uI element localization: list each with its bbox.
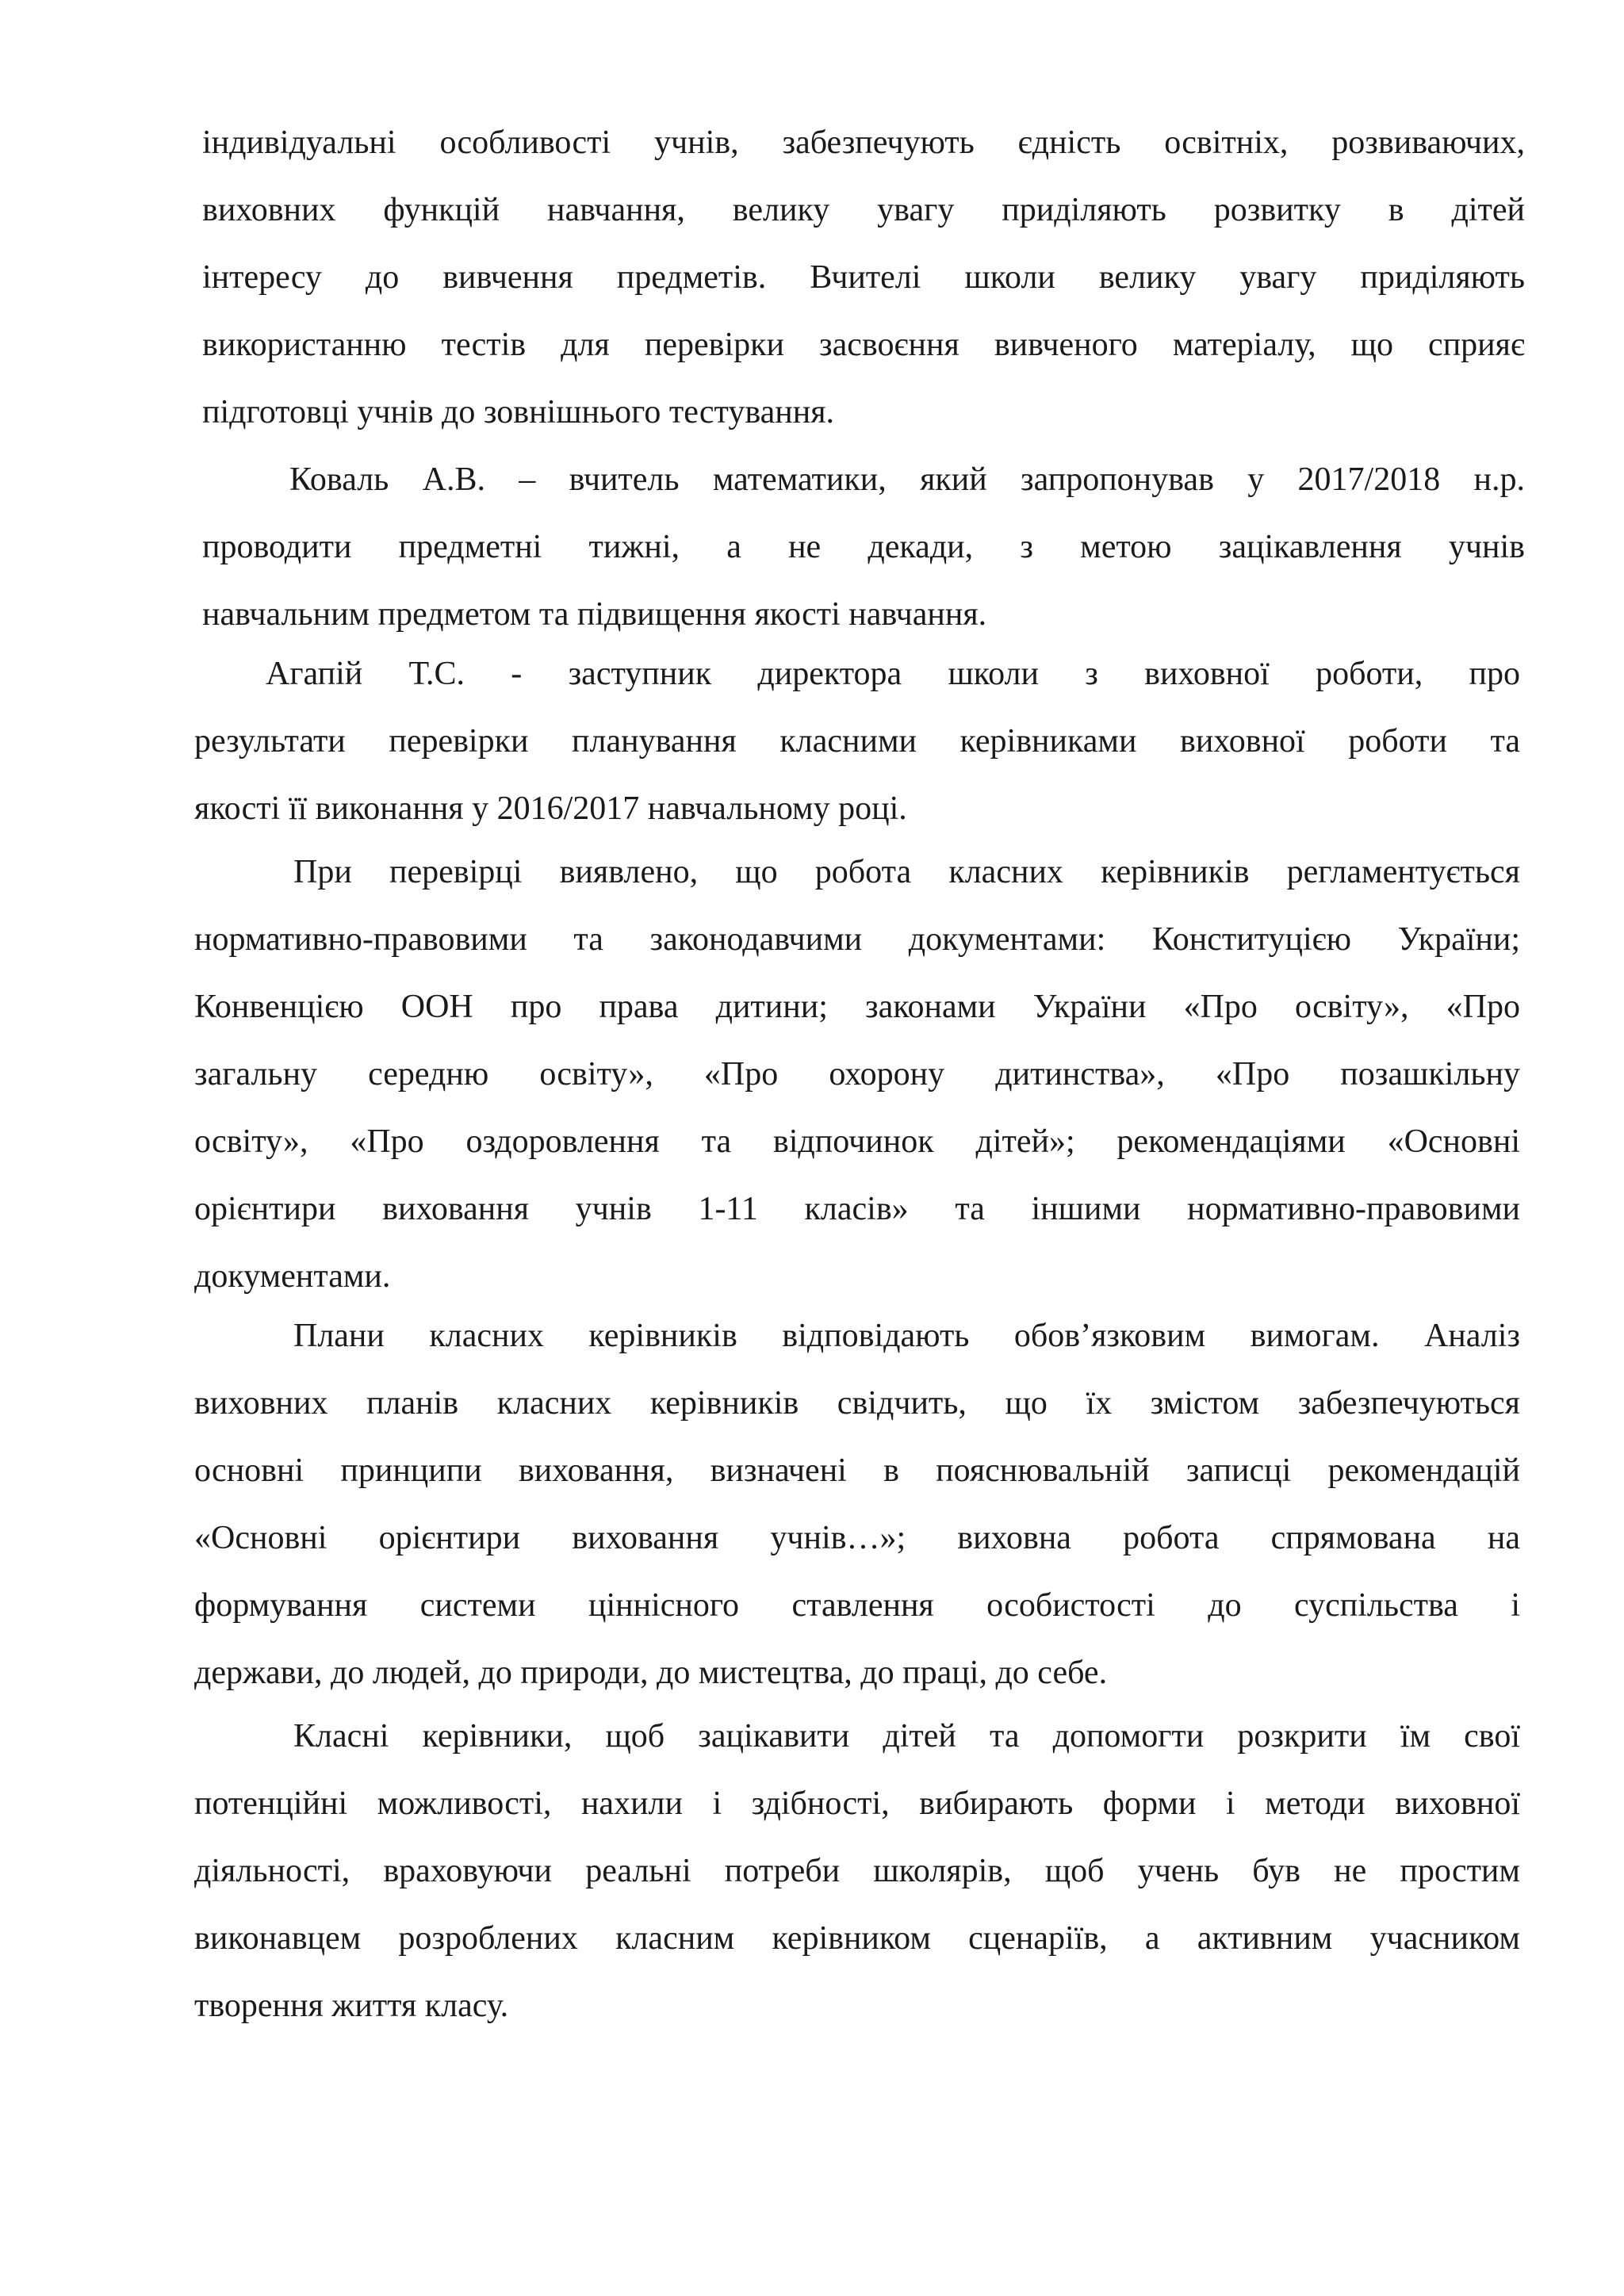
paragraph-line: потенційні можливості, нахили і здібності, вибирають форми і методи виховної (194, 1785, 1520, 1822)
paragraph-line: виховних функцій навчання, велику увагу приділяють розвитку в дітей (202, 192, 1525, 228)
paragraph-line: нормативно-правовими та законодавчими документами: Конституцією України; (194, 921, 1520, 958)
paragraph-line: основні принципи виховання, визначені в пояснювальній записці рекомендацій (194, 1452, 1520, 1489)
paragraph-line: Плани класних керівників відповідають обов’язковим вимогам. Аналіз (293, 1318, 1520, 1354)
paragraph-line: інтересу до вивчення предметів. Вчителі школи велику увагу приділяють (202, 259, 1525, 296)
paragraph-line: держави, до людей, до природи, до мистецтва, до праці, до себе. (194, 1655, 1108, 1691)
paragraph-line: Коваль А.В. – вчитель математики, який запропонував у 2017/2018 н.р. (289, 461, 1525, 498)
paragraph-line: формування системи ціннісного ставлення особистості до суспільства і (194, 1587, 1520, 1624)
paragraph-line: орієнтири виховання учнів 1-11 класів» та іншими нормативно-правовими (194, 1191, 1520, 1227)
paragraph-line: Конвенцією ООН про права дитини; законами України «Про освіту», «Про (194, 989, 1520, 1025)
paragraph-line: виховних планів класних керівників свідчить, що їх змістом забезпечуються (194, 1385, 1520, 1422)
paragraph-line: «Основні орієнтири виховання учнів…»; виховна робота спрямована на (194, 1520, 1520, 1556)
paragraph-line: навчальним предметом та підвищення якості навчання. (202, 596, 987, 633)
paragraph-line: підготовці учнів до зовнішнього тестування. (202, 394, 835, 430)
paragraph-line: загальну середню освіту», «Про охорону дитинства», «Про позашкільну (194, 1056, 1520, 1093)
paragraph-line: При перевірці виявлено, що робота класних керівників регламентується (293, 854, 1520, 890)
paragraph-line: проводити предметні тижні, а не декади, з метою зацікавлення учнів (202, 529, 1525, 565)
paragraph-line: Агапій Т.С. - заступник директора школи з виховної роботи, про (266, 656, 1520, 692)
paragraph-line: творення життя класу. (194, 1988, 509, 2024)
paragraph-line: документами. (194, 1258, 391, 1295)
paragraph-line: виконавцем розроблених класним керівником сценаріїв, а активним учасником (194, 1920, 1520, 1957)
paragraph-line: використанню тестів для перевірки засвоєння вивченого матеріалу, що сприяє (202, 327, 1525, 363)
paragraph-line: Класні керівники, щоб зацікавити дітей та допомогти розкрити їм свої (293, 1718, 1520, 1755)
paragraph-line: якості її виконання у 2016/2017 навчальному році. (194, 790, 907, 827)
paragraph-line: освіту», «Про оздоровлення та відпочинок дітей»; рекомендаціями «Основні (194, 1123, 1520, 1160)
paragraph-line: індивідуальні особливості учнів, забезпечують єдність освітніх, розвиваючих, (202, 124, 1525, 161)
paragraph-line: діяльності, враховуючи реальні потреби школярів, щоб учень був не простим (194, 1853, 1520, 1889)
paragraph-line: результати перевірки планування класними керівниками виховної роботи та (194, 723, 1520, 760)
